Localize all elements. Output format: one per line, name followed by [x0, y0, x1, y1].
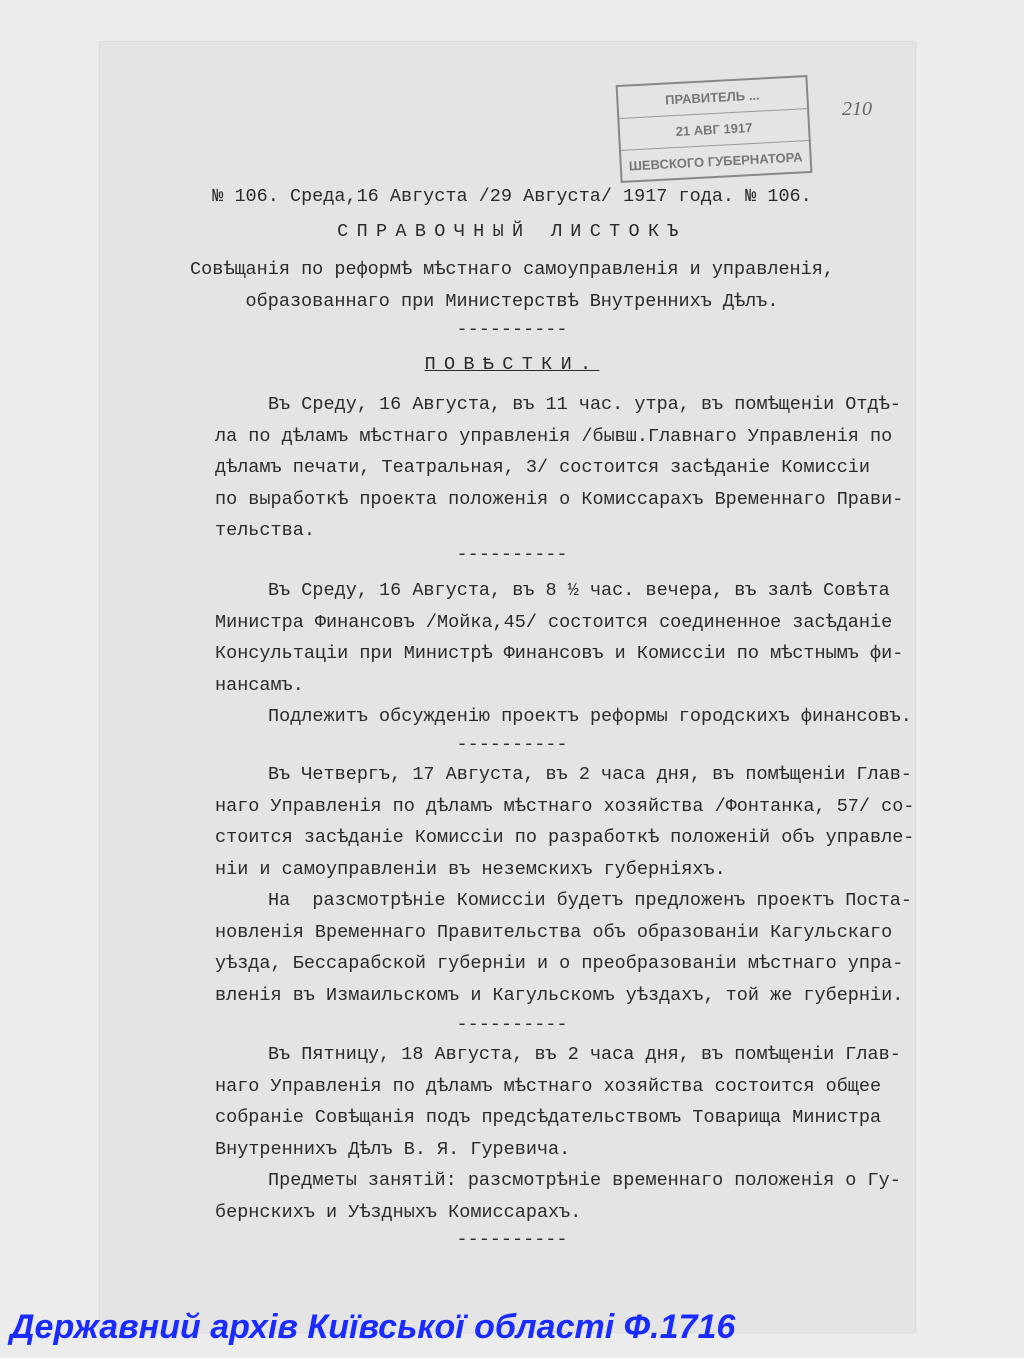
stamp-date: 21 АВГ 1917 [619, 109, 808, 151]
separator: ---------- [456, 1014, 568, 1035]
stamp-line: ПРАВИТЕЛЬ ... [618, 77, 807, 119]
separator: ---------- [456, 544, 568, 565]
archive-stamp [616, 75, 813, 183]
subtitle-line: образованнаго при Министерствѣ Внутреннихъ Дѣлъ. [245, 291, 779, 312]
paragraph-line: Въ Пятницу, 18 Августа, въ 2 часа дня, въ помѣщеніи Глав- [268, 1044, 901, 1065]
paragraph-line: Въ Среду, 16 Августа, въ 8 ½ час. вечера, въ залѣ Совѣта [268, 580, 890, 601]
paragraph-line: наго Управленія по дѣламъ мѣстнаго хозяйства /Фонтанка, 57/ со- [215, 795, 915, 817]
separator: ---------- [456, 734, 568, 755]
paragraph-line: стоится засѣданіе Комиссіи по разработкѣ положеній объ управле- [215, 827, 915, 848]
archive-watermark: Державний архів Київської області Ф.1716 [10, 1308, 736, 1346]
paragraph-line: собраніе Совѣщанія подъ предсѣдательствомъ Товарища Министра [215, 1107, 882, 1128]
paragraph-line: Подлежитъ обсужденію проектъ реформы городскихъ финансовъ. [268, 706, 912, 727]
paragraph-line: Консультаціи при Министрѣ Финансовъ и Комиссіи по мѣстнымъ фи- [215, 643, 904, 664]
paragraph-line: ніи и самоуправленіи въ неземскихъ губерніяхъ. [215, 858, 726, 880]
paragraph-line: На разсмотрѣніе Комиссіи будетъ предложенъ проектъ Поста- [268, 890, 912, 911]
paragraph-line: Предметы занятій: разсмотрѣніе временнаго положенія о Гу- [268, 1170, 901, 1191]
paragraph-line: наго Управленія по дѣламъ мѣстнаго хозяйства состоится общее [215, 1075, 882, 1097]
paragraph-line: вленія въ Измаильскомъ и Кагульскомъ уѣздахъ, той же губерніи. [215, 984, 904, 1006]
page-number: 210 [842, 98, 872, 120]
paragraph-line: по выработкѣ проекта положенія о Комиссарахъ Временнаго Прави- [215, 488, 904, 510]
paragraph-line: Въ Среду, 16 Августа, въ 11 час. утра, въ помѣщеніи Отдѣ- [268, 394, 901, 415]
paragraph-line: Въ Четвергъ, 17 Августа, въ 2 часа дня, въ помѣщеніи Глав- [268, 764, 912, 785]
section-heading: ПОВѢСТКИ. [424, 354, 600, 375]
issue-header: № 106. Среда,16 Августа /29 Августа/ 1917 года. № 106. [212, 186, 812, 207]
separator: ---------- [456, 1229, 568, 1250]
paragraph-line: новленія Временнаго Правительства объ образованіи Кагульскаго [215, 921, 893, 943]
separator: ---------- [456, 319, 568, 340]
paragraph-line: Внутреннихъ Дѣлъ В. Я. Гуревича. [215, 1138, 571, 1160]
paragraph-line: дѣламъ печати, Театральная, 3/ состоится засѣданіе Комиссіи [215, 457, 871, 478]
paragraph-line: Министра Финансовъ /Мойка,45/ состоится соединенное засѣданіе [215, 611, 893, 633]
paragraph-line: уѣзда, Бессарабской губерніи и о преобразованіи мѣстнаго упра- [215, 953, 904, 974]
document-title: СПРАВОЧНЫЙ ЛИСТОКЪ [337, 221, 687, 242]
stamp-line: ШЕВСКОГО ГУБЕРНАТОРА [628, 149, 803, 174]
paragraph-line: тельства. [215, 520, 315, 541]
paragraph-line: нансамъ. [215, 674, 304, 696]
paragraph-line: ла по дѣламъ мѣстнаго управленія /бывш.Главнаго Управленія по [215, 425, 893, 447]
subtitle-line: Совѣщанія по реформѣ мѣстнаго самоуправленія и управленія, [190, 259, 834, 280]
paragraph-line: бернскихъ и Уѣздныхъ Комиссарахъ. [215, 1201, 582, 1223]
